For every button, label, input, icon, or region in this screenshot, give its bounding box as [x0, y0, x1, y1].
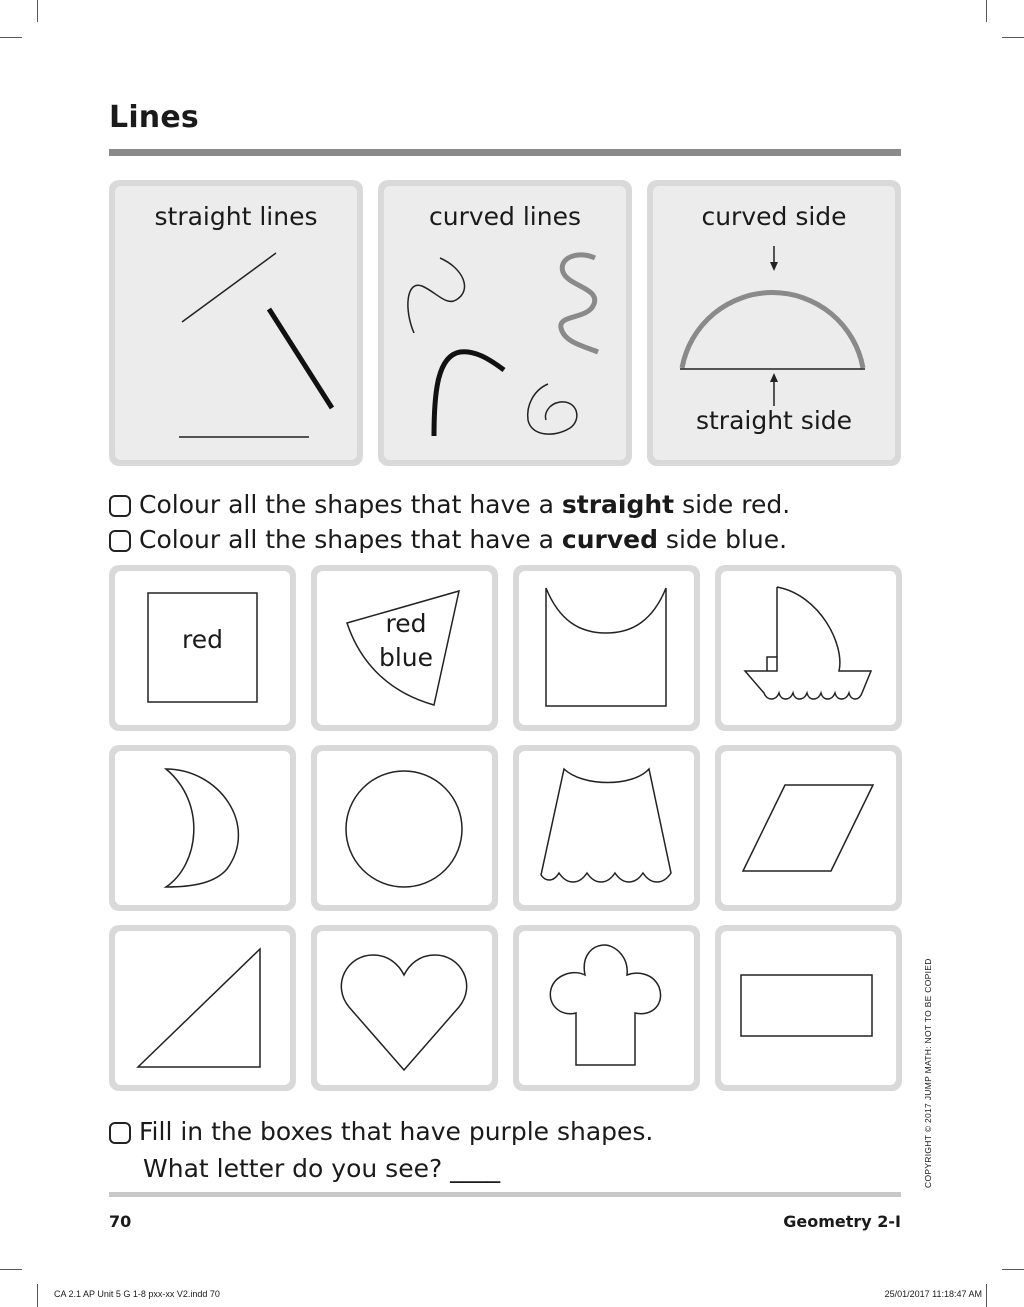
square-label: red [182, 625, 223, 654]
example-label: curved lines [428, 202, 581, 231]
shape-cell-square[interactable] [109, 565, 296, 731]
final-question: What letter do you see? ____ [143, 1154, 501, 1183]
shape-cell-heart[interactable] [311, 925, 498, 1091]
instruction-checkbox[interactable] [109, 530, 131, 552]
title-rule [109, 149, 901, 156]
page-number: 70 [109, 1212, 132, 1231]
parallelogram-shape [715, 745, 902, 911]
footer-rule [109, 1192, 901, 1197]
curved-lines-illustration [378, 180, 632, 466]
section-label: Geometry 2-I [783, 1212, 901, 1231]
circle-shape [311, 745, 498, 911]
semicircle-illustration [647, 180, 901, 466]
example-label: curved side [701, 202, 847, 231]
page-title: Lines [109, 100, 199, 135]
instruction-checkbox[interactable] [109, 495, 131, 517]
instruction-curved: Colour all the shapes that have a curved side blue. [109, 525, 787, 555]
shape-cell-chef-hat[interactable] [513, 925, 700, 1091]
shape-cell-sailboat[interactable] [715, 565, 902, 731]
shape-cell-arch-cutout[interactable] [513, 565, 700, 731]
shape-cell-wedge[interactable] [311, 565, 498, 731]
slug-file: CA 2.1 AP Unit 5 G 1-8 pxx-xx V2.indd 70 [54, 1289, 220, 1299]
shape-cell-triangle[interactable] [109, 925, 296, 1091]
shape-cell-rectangle[interactable] [715, 925, 902, 1091]
instruction-straight: Colour all the shapes that have a straight side red. [109, 490, 790, 520]
arch-cutout-shape [513, 565, 700, 731]
heart-shape [311, 925, 498, 1091]
triangle-shape [109, 925, 296, 1091]
shape-cell-wavy-trapezoid[interactable] [513, 745, 700, 911]
straight-lines-illustration [109, 180, 363, 466]
shape-cell-circle[interactable] [311, 745, 498, 911]
copyright-notice: COPYRIGHT © 2017 JUMP MATH: NOT TO BE COPIED [923, 958, 933, 1188]
crescent-shape [109, 745, 296, 911]
example-sides [647, 180, 901, 466]
shape-cell-parallelogram[interactable] [715, 745, 902, 911]
example-curved-lines [378, 180, 632, 466]
final-checkbox[interactable] [109, 1122, 131, 1144]
sailboat-shape [715, 565, 902, 731]
example-sublabel: straight side [695, 406, 853, 435]
rectangle-shape [715, 925, 902, 1091]
wedge-label-blue: blue [378, 643, 434, 672]
final-instruction: Fill in the boxes that have purple shapes. [109, 1117, 653, 1147]
slug-date: 25/01/2017 11:18:47 AM [884, 1289, 982, 1299]
wavy-trapezoid-shape [513, 745, 700, 911]
example-straight-lines [109, 180, 363, 466]
shape-cell-crescent[interactable] [109, 745, 296, 911]
wedge-label-red: red [385, 609, 427, 638]
chef-hat-shape [513, 925, 700, 1091]
example-label: straight lines [154, 202, 318, 231]
